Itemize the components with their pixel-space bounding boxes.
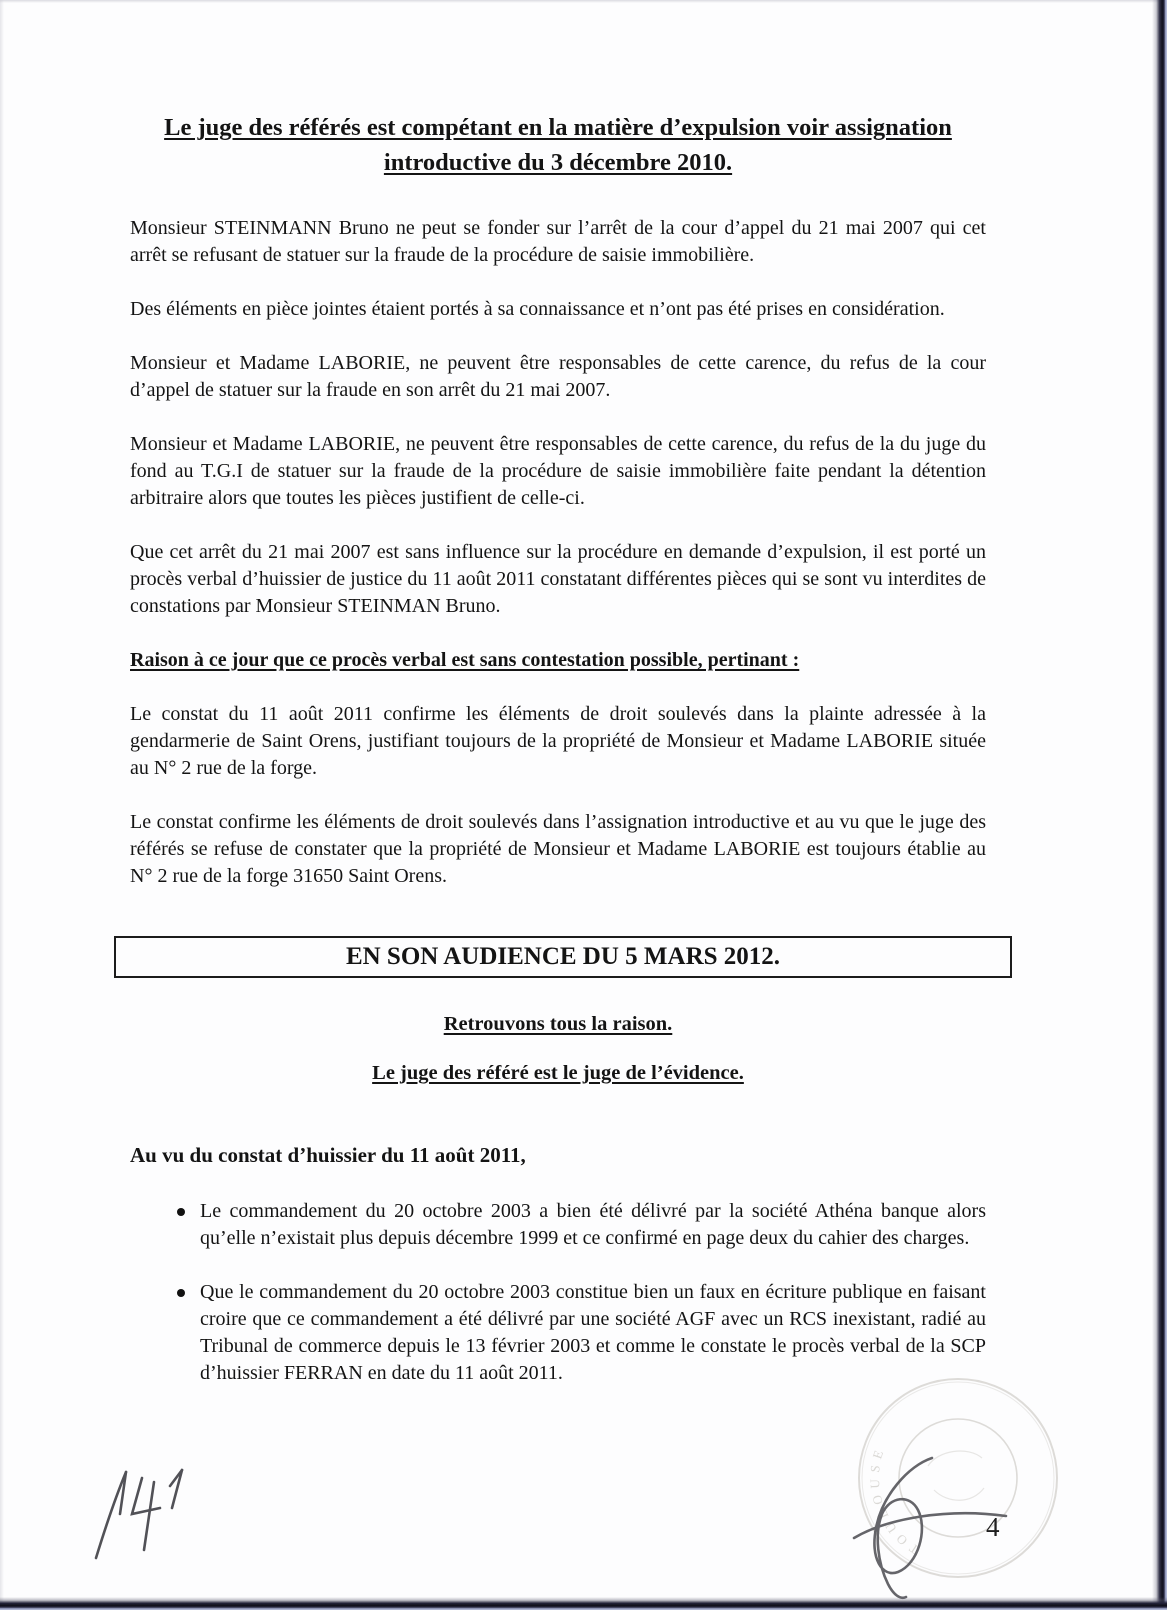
body-paragraph: Le constat du 11 août 2011 confirme les éléments de droit soulevés dans la plainte adressée à la gendarmerie de Saint Orens, justifiant toujours de la propriété de Monsieur et Madame LABORIE située au N° 2 rue de la forge.	[130, 703, 986, 779]
bullet-dot-icon	[175, 1198, 200, 1252]
handwritten-note	[86, 1444, 206, 1564]
scan-edge-left	[0, 0, 4, 1610]
bullet-item	[175, 1198, 986, 1252]
bullet-item	[175, 1279, 986, 1387]
title-line-1: Le juge des référés est compétant en la matière d’expulsion voir assignation	[164, 114, 952, 141]
scan-edge-bottom	[0, 1597, 1167, 1610]
centered-subheading-evidence: Le juge des référé est le juge de l’évidence.	[372, 1062, 744, 1084]
body-paragraph: Le constat confirme les éléments de droit soulevés dans l’assignation introductive et au vu que le juge des référés se refuse de constater que la propriété de Monsieur et Madame LABORIE est toujours établie au N° 2 rue de la forge 31650 Saint Orens.	[130, 811, 986, 887]
body-paragraph: Monsieur et Madame LABORIE, ne peuvent être responsables de cette carence, du refus de la du juge du fond au T.G.I de statuer sur la fraude de la procédure de saisie immobilière faite pendant la détention arbitraire alors que toutes les pièces justifient de celle-ci.	[130, 433, 986, 509]
body-paragraph: Monsieur et Madame LABORIE, ne peuvent être responsables de cette carence, du refus de la cour d’appel de statuer sur la fraude en son arrêt du 21 mai 2007.	[130, 352, 986, 401]
scan-edge-right	[1152, 0, 1167, 1610]
bullet-text: Le commandement du 20 octobre 2003 a bien été délivré par la société Athéna banque alors qu’elle n’existait plus depuis décembre 1999 et ce confirmé en page deux du cahier des charges.	[200, 1200, 986, 1249]
body-paragraph: Monsieur STEINMANN Bruno ne peut se fonder sur l’arrêt de la cour d’appel du 21 mai 2007 qui cet arrêt se refusant de statuer sur la fraude de la procédure de saisie immobilière.	[130, 217, 986, 266]
title-line-2: introductive du 3 décembre 2010.	[383, 149, 733, 176]
stamp-curved-text: TOULOUSE	[866, 1442, 922, 1558]
centered-subheading-raison: Retrouvons tous la raison.	[443, 1013, 673, 1035]
document-title	[130, 110, 986, 180]
bullet-dot-icon	[175, 1279, 200, 1387]
document-body	[130, 110, 986, 1414]
section-subheading-pertinant: Raison à ce jour que ce procès verbal est sans contestation possible, pertinant :	[130, 649, 800, 671]
body-paragraph: Des éléments en pièce jointes étaient portés à sa connaissance et n’ont pas été prises en considération.	[130, 298, 945, 320]
body-paragraph: Que cet arrêt du 21 mai 2007 est sans influence sur la procédure en demande d’expulsion, il est porté un procès verbal d’huissier de justice du 11 août 2011 constatant différentes pièces qui se sont vu interdites de constations par Monsieur STEINMAN Bruno.	[130, 541, 986, 617]
lead-in-heading: Au vu du constat d’huissier du 11 août 2011,	[130, 1143, 526, 1167]
audience-boxed-heading: EN SON AUDIENCE DU 5 MARS 2012.	[114, 936, 1012, 978]
bullet-list	[130, 1198, 986, 1387]
bullet-text: Que le commandement du 20 octobre 2003 constitue bien un faux en écriture publique en faisant croire que ce commandement a été délivré par une société AGF avec un RCS inexistant, radié au Tribunal de commerce depuis le 13 février 2003 et comme le constate le procès verbal de la SCP d’huissier FERRAN en date du 11 août 2011.	[200, 1281, 986, 1384]
scan-edge-top	[0, 0, 1167, 3]
page-number: 4	[986, 1512, 1000, 1542]
